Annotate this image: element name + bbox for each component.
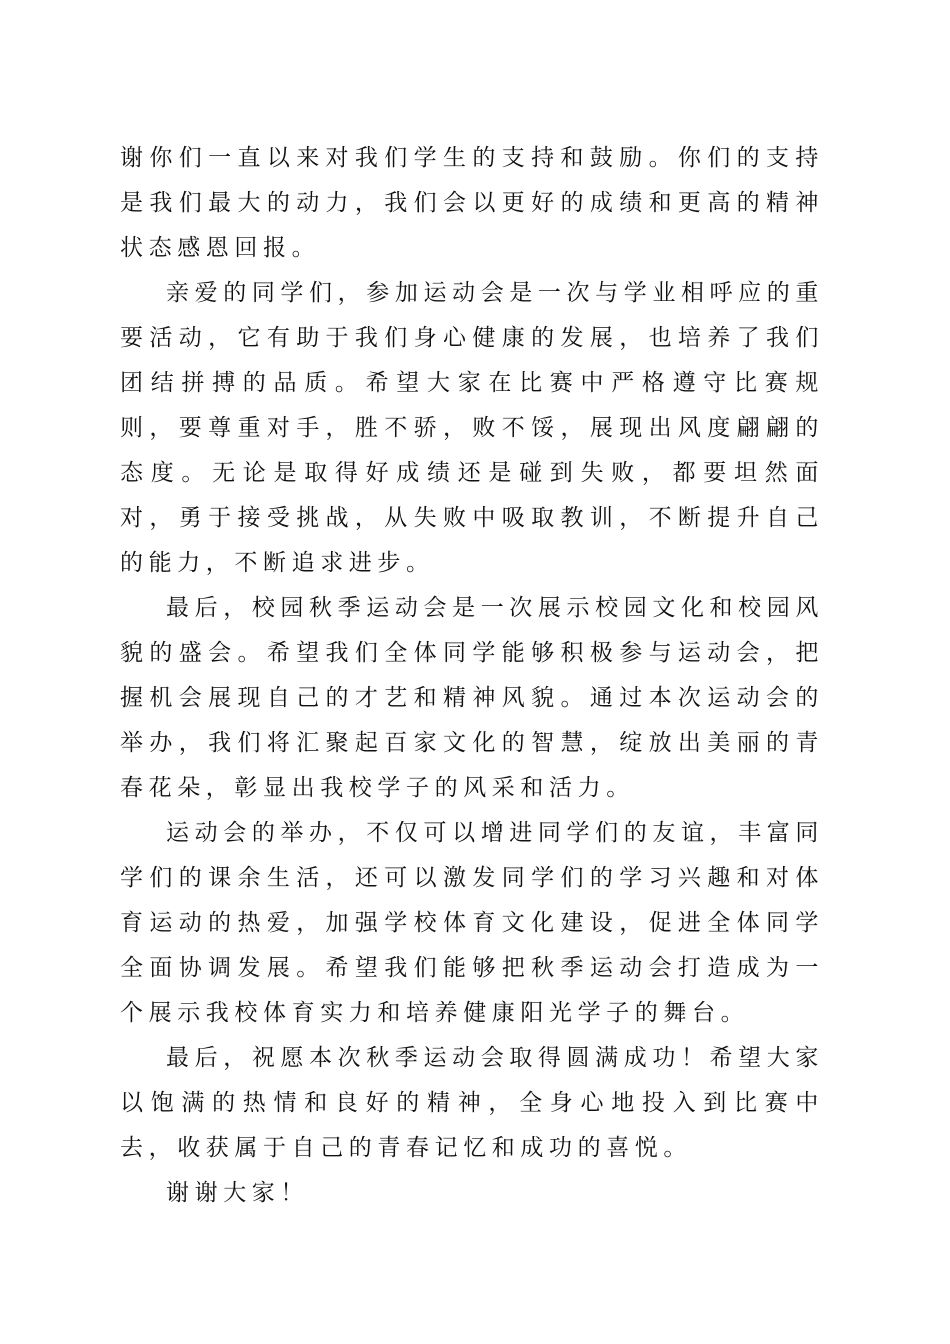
paragraph-sports-meet-values: 亲爱的同学们，参加运动会是一次与学业相呼应的重要活动，它有助于我们身心健康的发展，也培养了我们团结拼搏的品质。希望大家在比赛中严格遵守比赛规则，要尊重对手，胜不骄，败不馁，展现出风度翩翩的态度。无论是取得好成绩还是碰到失败，都要坦然面对，勇于接受挑战，从失败中吸取教训，不断提升自己的能力，不断追求进步。 bbox=[120, 280, 824, 576]
paragraph-campus-culture: 最后，校园秋季运动会是一次展示校园文化和校园风貌的盛会。希望我们全体同学能够积极参与运动会，把握机会展现自己的才艺和精神风貌。通过本次运动会的举办，我们将汇聚起百家文化的智慧，绽放出美丽的青春花朵，彰显出我校学子的风采和活力。 bbox=[120, 595, 824, 801]
paragraph-thanks: 谢谢大家！ bbox=[166, 1180, 309, 1206]
paragraph-closing-wishes: 最后，祝愿本次秋季运动会取得圆满成功！希望大家以饱满的热情和良好的精神，全身心地投入到比赛中去，收获属于自己的青春记忆和成功的喜悦。 bbox=[120, 1045, 824, 1161]
paragraph-continued: 谢你们一直以来对我们学生的支持和鼓励。你们的支持是我们最大的动力，我们会以更好的成绩和更高的精神状态感恩回报。 bbox=[120, 145, 824, 261]
document-body bbox=[120, 136, 824, 1216]
paragraph-friendship-development: 运动会的举办，不仅可以增进同学们的友谊，丰富同学们的课余生活，还可以激发同学们的学习兴趣和对体育运动的热爱，加强学校体育文化建设，促进全体同学全面协调发展。希望我们能够把秋季运动会打造成为一个展示我校体育实力和培养健康阳光学子的舞台。 bbox=[120, 820, 824, 1026]
